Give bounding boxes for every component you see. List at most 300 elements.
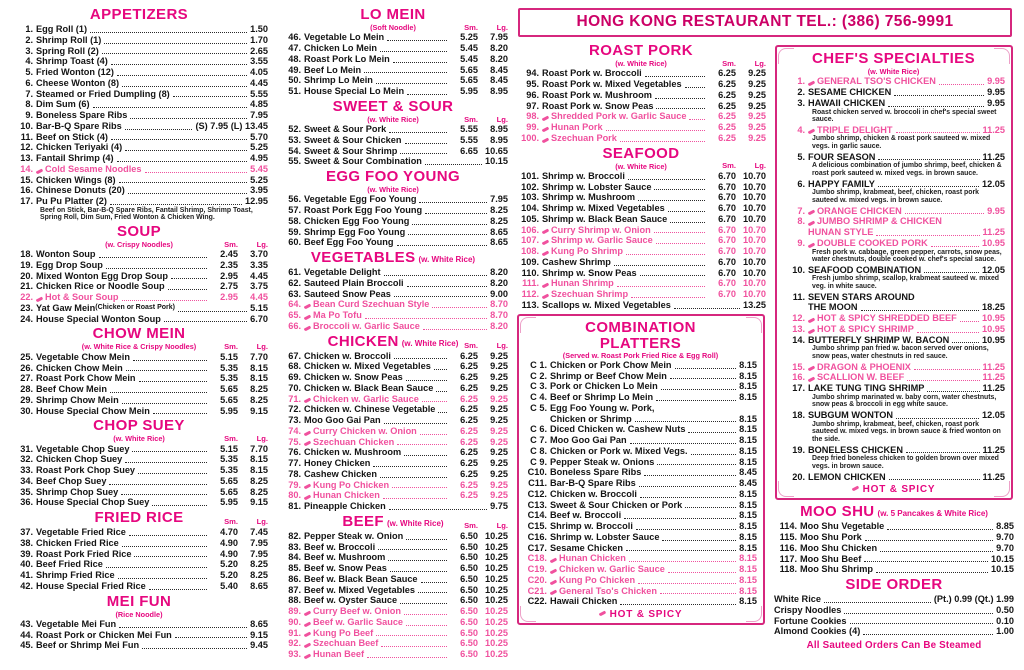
item-price: 8.15 xyxy=(739,531,757,542)
dots-leader xyxy=(654,232,705,233)
item-name: Cashew Shrimp xyxy=(542,256,611,267)
item-number: 41. xyxy=(20,570,33,581)
section-title: CHEF'S SPECIALTIES xyxy=(811,50,975,67)
item-name: Beef w. Garlic Sauce xyxy=(313,616,404,627)
menu-item xyxy=(278,289,508,300)
item-name: Mixed Wonton Egg Drop Soup xyxy=(36,270,169,281)
dots-leader xyxy=(407,94,447,95)
hot-pepper-icon xyxy=(304,482,312,490)
item-name: Roast Pork Chop Suey xyxy=(36,465,136,476)
dots-leader xyxy=(662,540,736,541)
menu-item xyxy=(278,585,508,596)
item-price-large: 9.25 xyxy=(490,468,508,479)
menu-item xyxy=(774,605,1014,616)
item-name: Crispy Noodles xyxy=(774,604,842,615)
item-number: 39. xyxy=(20,548,33,559)
section-subtitle: (Rice Noodle) xyxy=(115,609,163,619)
item-name: Chicken w. Chinese Vegetable xyxy=(304,404,436,415)
item-number: 81. xyxy=(288,501,301,512)
item-price: (Pt.) 0.99 (Qt.) 1.99 xyxy=(933,594,1014,605)
item-price: 8.65 xyxy=(250,618,268,629)
dots-leader xyxy=(121,494,207,495)
item-name: HAWAII CHICKEN xyxy=(808,97,886,108)
dots-leader xyxy=(905,213,984,214)
menu-item xyxy=(516,300,766,311)
item-price-small: 6.25 xyxy=(460,372,478,383)
item-price-small: 6.70 xyxy=(718,170,736,181)
item-number: 40. xyxy=(20,559,33,570)
item-number: C19. xyxy=(527,564,547,575)
dots-leader xyxy=(400,603,447,604)
item-description: Roast chicken served w. broccoli in chef's special sweet sauce. xyxy=(812,108,997,124)
item-price-small: 6.25 xyxy=(460,350,478,361)
item-price-large: 8.15 xyxy=(250,454,268,465)
item-price-small: 5.35 xyxy=(220,373,238,384)
menu-item xyxy=(278,458,508,469)
menu-item xyxy=(278,205,508,216)
item-description: Jumbo shrimp, chicken & roast pork sauteed w. mixed vegs. in garlic sauce. xyxy=(812,135,991,151)
dots-leader xyxy=(110,204,242,205)
col-label-lg: Lg. xyxy=(256,433,268,443)
item-number: 113. xyxy=(521,299,539,310)
dots-leader xyxy=(639,486,736,487)
menu-item xyxy=(278,75,508,86)
item-number: C15. xyxy=(527,521,547,532)
item-number: 8. xyxy=(25,99,33,110)
item-price: 8.45 xyxy=(739,467,757,478)
item-price: 9.70 xyxy=(996,532,1014,543)
section-header xyxy=(10,224,268,248)
item-name: Chicken w. Snow Peas xyxy=(304,372,403,383)
item-name: Beef w. Oyster Sauce xyxy=(304,595,398,606)
item-price: 9.95 xyxy=(987,205,1005,216)
dots-leader xyxy=(397,444,447,445)
dots-leader xyxy=(421,582,447,583)
item-number: C 4. xyxy=(530,392,547,403)
item-price-small: 5.55 xyxy=(460,124,478,135)
item-number: 45. xyxy=(20,640,33,651)
menu-item xyxy=(278,65,508,76)
dots-leader xyxy=(122,86,247,87)
item-name: Cold Sesame Noodles xyxy=(45,163,142,174)
item-number: C10. xyxy=(527,467,547,478)
dots-leader xyxy=(688,432,736,433)
item-price-large: 3.75 xyxy=(250,281,268,292)
item-name: Shrimp Chop Suey xyxy=(36,486,119,497)
dots-leader xyxy=(418,592,447,593)
item-price-large: 8.15 xyxy=(250,465,268,476)
section-title: SWEET & SOUR xyxy=(332,97,454,115)
section-subtitle: (w. Crispy Noodles) xyxy=(105,239,173,249)
menu-item xyxy=(10,164,268,175)
item-number: C 9. xyxy=(530,456,547,467)
menu-item xyxy=(774,543,1014,554)
item-price-small: 6.70 xyxy=(718,235,736,246)
item-price: 8.85 xyxy=(996,521,1014,532)
menu-item xyxy=(10,487,268,498)
item-name: House Special Wonton Soup xyxy=(36,313,161,324)
item-name: Shrimp w. Mixed Vegetables xyxy=(542,203,665,214)
hot-pepper-icon xyxy=(852,484,860,492)
item-name: Roast Pork Fried Rice xyxy=(36,548,132,559)
item-name: Shrimp Fried Rice xyxy=(36,570,115,581)
item-price: 8.15 xyxy=(739,488,757,499)
item-price-large: 9.25 xyxy=(748,89,766,100)
item-price-large: 7.70 xyxy=(250,443,268,454)
item-number: 52. xyxy=(288,124,301,135)
item-name: Szechuan Beef xyxy=(313,638,379,649)
menu-item xyxy=(782,179,1005,190)
item-price-large: 9.25 xyxy=(490,350,508,361)
menu-item xyxy=(278,351,508,362)
section-title: BEEF xyxy=(342,512,384,530)
col-label-lg: Lg. xyxy=(256,239,268,249)
item-price: 10.15 xyxy=(991,564,1014,575)
dots-leader xyxy=(153,413,207,414)
item-number: 7. xyxy=(25,88,33,99)
item-name: Ma Po Tofu xyxy=(313,310,362,321)
item-number: 48. xyxy=(288,53,301,64)
item-number: C21. xyxy=(527,585,547,596)
item-price-large: 9.25 xyxy=(748,111,766,122)
dots-leader xyxy=(423,329,487,330)
dots-leader xyxy=(960,321,979,322)
hot-pepper-icon xyxy=(304,609,312,617)
menu-item xyxy=(524,489,757,500)
dots-leader xyxy=(397,245,488,246)
menu-item xyxy=(10,153,268,164)
item-number: 5. xyxy=(797,151,805,162)
item-name: Pu Pu Platter (2) xyxy=(36,196,107,206)
item-name: Szechuan Shrimp xyxy=(551,289,629,300)
item-name: Vegetable Fried Rice xyxy=(36,527,126,538)
item-price-large: 9.25 xyxy=(490,425,508,436)
hot-pepper-icon xyxy=(304,324,312,332)
item-number: 1. xyxy=(25,24,33,34)
item-name: Shrimp Egg Foo Young xyxy=(304,226,406,237)
item-description: Fresh jumbo shrimp, scallop, krabmeat sauteed w. mixed veg. in white sauce. xyxy=(812,275,999,291)
item-price: 8.15 xyxy=(739,510,757,521)
menu-item xyxy=(10,78,268,89)
item-name: Roast Pork w. Broccoli xyxy=(542,68,642,79)
section-header xyxy=(278,169,508,193)
dots-leader xyxy=(381,646,447,647)
dots-leader xyxy=(389,509,487,510)
item-price-large: 8.20 xyxy=(490,53,508,64)
hot-pepper-icon xyxy=(304,439,312,447)
item-number: 101. xyxy=(521,170,539,181)
item-price: 5.25 xyxy=(250,142,268,153)
menu-item xyxy=(278,404,508,415)
item-price-small: 6.70 xyxy=(718,224,736,235)
dots-leader xyxy=(125,462,207,463)
menu-item xyxy=(278,638,508,649)
item-number: 13. xyxy=(20,153,33,163)
menu-item-continued xyxy=(782,302,1005,313)
item-name: Sesame Chicken xyxy=(550,542,624,553)
menu-item xyxy=(278,194,508,205)
item-name: Bar-B-Q Spare Ribs xyxy=(36,120,122,131)
item-number: 108. xyxy=(521,246,539,257)
item-price: 0.50 xyxy=(996,604,1014,615)
item-name: Shrimp or Beef Chow Mein xyxy=(550,370,667,381)
item-number: C16. xyxy=(527,531,547,542)
item-name: Beef w. Black Bean Sauce xyxy=(304,573,418,584)
dots-leader xyxy=(670,378,736,379)
item-price-small: 6.50 xyxy=(460,530,478,541)
item-price-large: 9.25 xyxy=(490,490,508,501)
menu-item xyxy=(516,192,766,203)
section-combination-platters xyxy=(517,314,765,626)
dots-leader xyxy=(367,657,447,658)
item-number: 13. xyxy=(792,323,805,334)
item-number: 102. xyxy=(521,181,539,192)
item-name: Shrimp w. Lobster Sauce xyxy=(550,531,660,542)
menu-item xyxy=(516,122,766,133)
item-number: 7. xyxy=(797,205,805,216)
section-subtitle: (w. White Rice) xyxy=(387,518,444,528)
item-price: 2.65 xyxy=(250,45,268,56)
item-number: 38. xyxy=(20,537,33,548)
item-price-large: 8.95 xyxy=(490,134,508,145)
section-footer xyxy=(524,609,757,620)
menu-item xyxy=(782,238,1005,249)
section-footer-label: HOT & SPICY xyxy=(862,484,936,496)
item-price: 10.15 xyxy=(991,553,1014,564)
dots-leader xyxy=(406,539,447,540)
menu-item xyxy=(10,640,268,651)
menu-item xyxy=(524,435,757,446)
dots-leader xyxy=(636,529,736,530)
item-name-line2: THE MOON xyxy=(808,302,858,313)
dots-leader xyxy=(117,75,247,76)
dots-leader xyxy=(654,189,705,190)
item-price: 8.20 xyxy=(490,277,508,288)
item-price: 8.25 xyxy=(490,205,508,216)
item-price-small: 6.25 xyxy=(460,393,478,404)
col-label-sm: Sm. xyxy=(722,161,736,171)
item-name: SEAFOOD COMBINATION xyxy=(808,264,922,275)
item-price-large: 9.25 xyxy=(490,372,508,383)
dots-leader xyxy=(952,342,979,343)
section-title: SEAFOOD xyxy=(602,144,680,162)
menu-item xyxy=(524,510,757,521)
item-number: 31. xyxy=(20,443,33,454)
dots-leader xyxy=(132,451,207,452)
item-price-large: 10.70 xyxy=(743,224,766,235)
item-price-large: 7.70 xyxy=(250,351,268,362)
dots-leader xyxy=(635,421,736,422)
item-price-large: 9.25 xyxy=(490,458,508,469)
menu-item xyxy=(278,617,508,628)
col-label-sm: Sm. xyxy=(224,517,238,527)
menu-item xyxy=(10,549,268,560)
item-number: C 8. xyxy=(530,445,547,456)
item-name: Chicken or Pork Chow Mein xyxy=(550,359,672,370)
item-number: 99. xyxy=(526,122,539,133)
item-price: 8.15 xyxy=(739,359,757,370)
item-number: 20. xyxy=(792,471,805,482)
dots-leader xyxy=(387,40,447,41)
dots-leader xyxy=(388,560,447,561)
menu-item xyxy=(782,372,1005,383)
item-name: Chicken Lo Mein xyxy=(304,43,377,54)
dots-leader xyxy=(907,380,979,381)
hot-pepper-icon xyxy=(550,588,558,596)
item-number: 21. xyxy=(20,281,33,292)
menu-item xyxy=(516,268,766,279)
item-price-large: 10.25 xyxy=(485,584,508,595)
section-title: CHOW MEIN xyxy=(92,325,186,343)
item-name: Roast Pork Lo Mein xyxy=(304,53,390,64)
item-name: Beef or Shrimp Lo Mein xyxy=(550,392,654,403)
dots-leader xyxy=(631,297,705,298)
item-price: 8.15 xyxy=(739,445,757,456)
section-title-line2: PLATTERS xyxy=(599,334,682,352)
dots-leader xyxy=(661,389,736,390)
item-name: House Special Chow Mein xyxy=(36,405,150,416)
menu-item xyxy=(278,383,508,394)
item-price-small: 6.25 xyxy=(460,404,478,415)
item-number: 16. xyxy=(792,372,805,383)
col-label-lg: Lg. xyxy=(754,58,766,68)
menu-item xyxy=(10,373,268,384)
dots-leader xyxy=(168,289,207,290)
hot-pepper-icon xyxy=(542,136,550,144)
col-label-sm: Sm. xyxy=(224,433,238,443)
item-price-small: 6.25 xyxy=(718,89,736,100)
item-number: 80. xyxy=(288,490,301,501)
item-price: 4.05 xyxy=(250,67,268,77)
dots-leader xyxy=(405,143,447,144)
corner-ornament xyxy=(746,606,762,622)
menu-item xyxy=(516,235,766,246)
dots-leader xyxy=(412,224,487,225)
item-price-small: 5.35 xyxy=(220,465,238,476)
item-name: SUBGUM WONTON xyxy=(808,410,894,421)
menu-item xyxy=(10,581,268,592)
item-price-small: 5.20 xyxy=(220,559,238,570)
hot-pepper-icon xyxy=(808,327,816,335)
item-name: Shrimp w. Black Bean Sauce xyxy=(542,213,668,224)
item-name: Vegetable Chow Mein xyxy=(36,351,130,362)
dots-leader xyxy=(887,529,993,530)
item-price-small: 2.75 xyxy=(220,281,238,292)
section-subtitle: (w. White Rice) xyxy=(615,161,667,171)
dots-leader xyxy=(931,246,979,247)
menu-column-3 xyxy=(516,42,766,653)
item-price-small: 6.50 xyxy=(460,606,478,617)
menu-item-continued xyxy=(524,414,757,425)
item-price: 8.20 xyxy=(490,267,508,278)
item-price: 9.70 xyxy=(996,542,1014,553)
dots-leader xyxy=(850,623,994,624)
item-number: 64. xyxy=(288,299,301,310)
menu-item xyxy=(278,237,508,248)
restaurant-title-box xyxy=(518,8,1012,37)
item-price: 10.15 xyxy=(485,156,508,167)
item-price-large: 10.25 xyxy=(485,627,508,638)
menu-item xyxy=(524,381,757,392)
hot-pepper-icon xyxy=(542,227,550,235)
item-name: Steamed or Fried Dumpling (8) xyxy=(36,88,170,99)
item-number: 91. xyxy=(288,627,301,638)
menu-item xyxy=(516,133,766,144)
dots-leader xyxy=(888,106,984,107)
item-number: 11. xyxy=(792,291,805,302)
col-label-sm: Sm. xyxy=(464,22,478,32)
item-price: 8.15 xyxy=(739,392,757,403)
dots-leader xyxy=(394,358,447,359)
item-number: C 5. xyxy=(530,402,547,413)
menu-item xyxy=(278,156,508,167)
menu-item xyxy=(516,289,766,300)
menu-item xyxy=(278,321,508,332)
item-name: Sweet & Sour Combination xyxy=(304,156,422,167)
item-number: 75. xyxy=(288,436,301,447)
item-price-small: 6.50 xyxy=(460,552,478,563)
section-subtitle: (w. White Rice) xyxy=(367,114,419,124)
item-price-small: 6.25 xyxy=(718,79,736,90)
dots-leader xyxy=(685,87,705,88)
item-name: Hunan Shrimp xyxy=(551,278,614,289)
dots-leader xyxy=(655,98,705,99)
item-price-large: 10.70 xyxy=(743,289,766,300)
item-number: 82. xyxy=(288,530,301,541)
dots-leader xyxy=(392,487,447,488)
item-number: C 6. xyxy=(530,424,547,435)
item-number: 65. xyxy=(288,310,301,321)
dots-leader xyxy=(630,443,737,444)
item-name: Shrimp w. Broccoli xyxy=(550,521,633,532)
item-name: HOT & SPICY SHREDDED BEEF xyxy=(817,313,957,324)
menu-item xyxy=(10,110,268,121)
item-price-large: 10.70 xyxy=(743,256,766,267)
section-title: CHOP SUEY xyxy=(93,417,185,435)
dots-leader xyxy=(380,51,447,52)
dots-leader xyxy=(384,423,447,424)
item-name: Chicken Chop Suey xyxy=(36,454,123,465)
menu-item xyxy=(10,175,268,186)
menu-item xyxy=(278,437,508,448)
item-description: Deep fried boneless chicken to golden brown over mixed vegs. in brown sauce. xyxy=(812,455,999,470)
item-number: C 1. xyxy=(530,359,547,370)
dots-leader xyxy=(865,540,993,541)
item-price-small: 6.25 xyxy=(460,361,478,372)
dots-leader xyxy=(407,286,488,287)
section-footer-label: HOT & SPICY xyxy=(609,609,683,621)
dots-leader xyxy=(425,164,482,165)
item-number: 25. xyxy=(20,351,33,362)
hot-pepper-icon xyxy=(808,127,816,135)
corner-ornament xyxy=(778,481,794,497)
dots-leader xyxy=(419,202,487,203)
item-name: Chicken w. Black Bean Sauce xyxy=(304,382,434,393)
item-price-large: 8.20 xyxy=(490,43,508,54)
item-price-small: 5.45 xyxy=(460,53,478,64)
item-price: 8.15 xyxy=(739,456,757,467)
item-price: 1.00 xyxy=(996,626,1014,637)
section-lo-mein xyxy=(278,7,508,97)
dots-leader xyxy=(614,265,705,266)
col-label-sm: Sm. xyxy=(464,341,478,351)
dots-leader xyxy=(894,95,984,96)
item-number: 76. xyxy=(288,447,301,458)
item-name: Cashew Chicken xyxy=(304,468,378,479)
item-number: 111. xyxy=(522,278,539,289)
item-number: 15. xyxy=(792,361,805,372)
item-name: LEMON CHICKEN xyxy=(808,471,886,482)
